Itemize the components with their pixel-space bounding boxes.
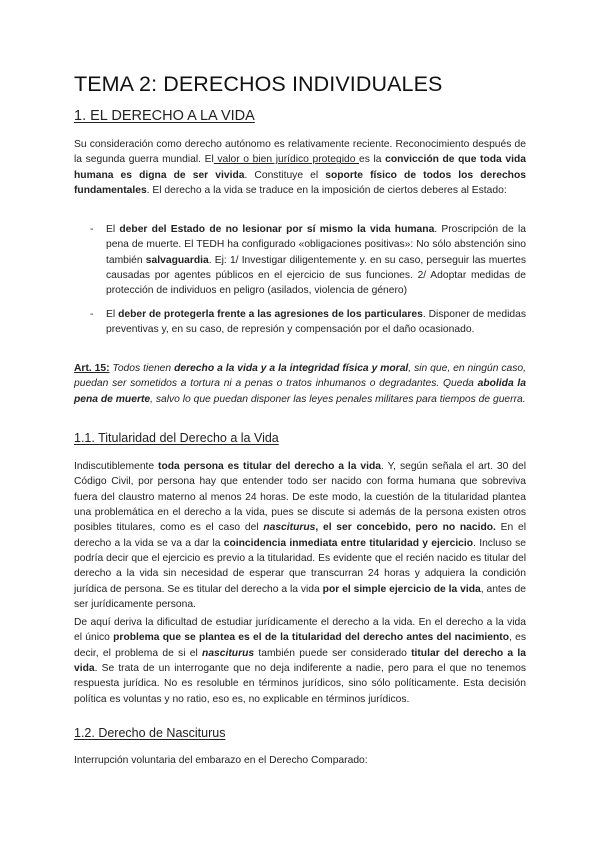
page-title: TEMA 2: DERECHOS INDIVIDUALES: [74, 72, 443, 96]
intro-paragraph: Su consideración como derecho autónomo es relativamente reciente. Reconocimiento después de la segunda guerra mundial. El valor o bien jurídico protegido es la convicción de que toda vida humana es digna de ser vivida. Constituye el soporte físico de todos los derechos fundamentales. El derecho a la vida se traduce en la imposición de ciertos deberes al Estado:: [74, 139, 526, 197]
list-item: - El deber del Estado de no lesionar por sí mismo la vida humana. Proscripción de la pena de muerte. El TEDH ha configurado «obligaciones positivas»: No sólo abstención sino también salvaguardia. Ej: 1/ Investigar diligentemente y. en su caso, perseguir las muertes causadas por agentes públicos en el ejercicio de sus funciones. 2/ Adoptar medidas de protección de individuos en peligro (asilados, violencia de género): [90, 224, 526, 297]
section-heading-1: 1. EL DERECHO A LA VIDA: [74, 108, 255, 124]
section-heading-1-1: 1.1. Titularidad del Derecho a la Vida: [74, 431, 279, 445]
bullet-dash: -: [90, 224, 94, 235]
nasciturus-paragraph: Interrupción voluntaria del embarazo en el Derecho Comparado:: [74, 755, 368, 766]
section-heading-1-2: 1.2. Derecho de Nasciturus: [74, 726, 226, 740]
list-item: - El deber de protegerla frente a las agresiones de los particulares. Disponer de medidas preventivas y, en su caso, de represión y compensación por el daño ocasionado.: [90, 309, 526, 336]
article-15-quote: Art. 15: Todos tienen derecho a la vida y a la integridad física y moral, sin que, en ningún caso, puedan ser sometidos a tortura ni a penas o tratos inhumanos o degradantes. Queda abolida la pena de muerte, salvo lo que puedan disponer las leyes penales militares para tiempos de guerra.: [74, 363, 526, 405]
article-label: Art. 15:: [74, 363, 110, 374]
titularidad-paragraph-1: Indiscutiblemente toda persona es titular del derecho a la vida. Y, según señala el art. 30 del Código Civil, por persona hay que entender todo ser nacido con forma humana que sobreviva fuera del claustro materno al menos 24 horas. De este modo, la cuestión de la titularidad plantea una problemática en el derecho a la vida, pues se discute si además de la persona existen otros posibles titulares, como es el caso del nasciturus, el ser concebido, pero no nacido. En el derecho a la vida se va a dar la coincidencia inmediata entre titularidad y ejercicio. Incluso se podría decir que el ejercicio es previo a la titularidad. Es evidente que el recién nacido es titular del derecho a la vida sin necesidad de esperar que transcurran 24 horas y adquiera la condición jurídica de persona. Se es titular del derecho a la vida por el simple ejercicio de la vida, antes de ser jurídicamente persona.: [74, 461, 527, 611]
bullet-dash: -: [90, 309, 94, 320]
titularidad-paragraph-2: De aquí deriva la dificultad de estudiar jurídicamente el derecho a la vida. En el derecho a la vida el único problema que se plantea es el de la titularidad del derecho antes del nacimiento, es decir, el problema de si el nasciturus también puede ser considerado titular del derecho a la vida. Se trata de un interrogante que no deja indiferente a nadie, pero para el que no tenemos respuesta jurídica. No es resoluble en términos jurídicos, sino sólo políticamente. Esta decisión política es voluntas y no ratio, eso es, no explicable en términos jurídicos.: [74, 617, 527, 705]
